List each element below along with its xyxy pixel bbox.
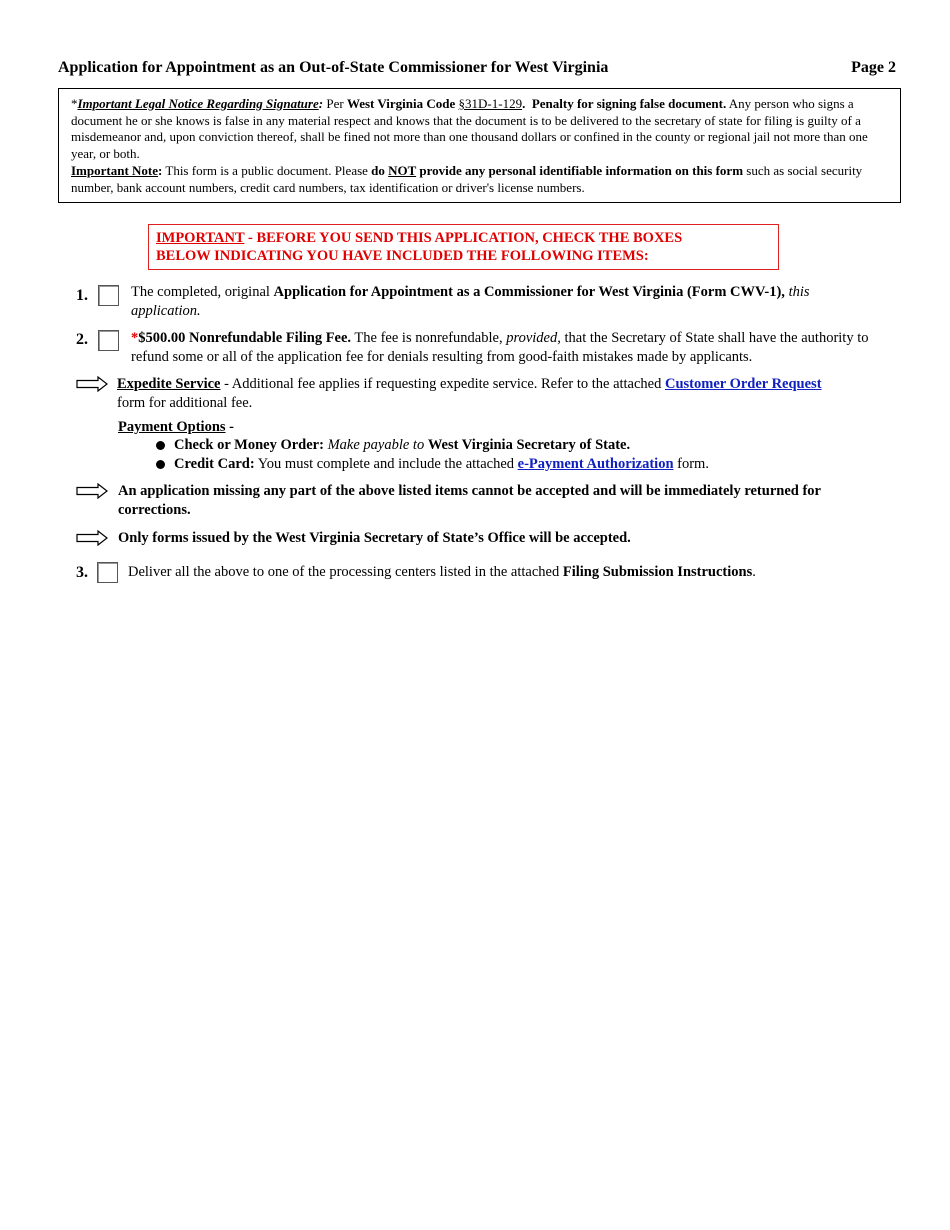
legal-body: Any person who signs a document he or she knows is false in any material respect and knows that the document is to be delivered to the secretary of state for filing is guilty of a misdemeanor and, upon conviction thereof, shall be fined not more than one thousand dollars or confined in the county or regional jail not more than one year, or both. bbox=[71, 96, 868, 161]
per-text: Per bbox=[323, 96, 347, 111]
item-1-number: 1. bbox=[76, 287, 88, 304]
penalty-text: Penalty for signing false document. bbox=[531, 96, 727, 111]
note-not: NOT bbox=[388, 163, 417, 178]
expedite-heading: Expedite Service bbox=[117, 376, 221, 392]
item-3-checkbox[interactable] bbox=[97, 562, 118, 583]
item-3-text: Deliver all the above to one of the processing centers listed in the attached Filing Submission Instructions. bbox=[128, 564, 756, 580]
e-payment-authorization-link[interactable]: e-Payment Authorization bbox=[517, 456, 674, 472]
important-line2: BELOW INDICATING YOU HAVE INCLUDED THE FOLLOWING ITEMS: bbox=[156, 248, 649, 264]
payment-options-list bbox=[156, 436, 709, 474]
legal-notice-box bbox=[58, 88, 901, 203]
item-1-text: The completed, original Application for Appointment as a Commissioner for West Virginia (Form CWV-1), this application. bbox=[131, 284, 810, 319]
important-line1: - BEFORE YOU SEND THIS APPLICATION, CHECK THE BOXES bbox=[244, 230, 683, 246]
page-title: Application for Appointment as an Out-of-State Commissioner for West Virginia bbox=[58, 59, 609, 76]
customer-order-request-link[interactable]: Customer Order Request bbox=[665, 376, 822, 392]
bullet-icon bbox=[156, 441, 165, 450]
note-do: do bbox=[371, 163, 389, 178]
note-bold: provide any personal identifiable information on this form bbox=[416, 163, 744, 178]
bullet-icon bbox=[156, 460, 165, 469]
page-number: Page 2 bbox=[851, 59, 896, 76]
code-name: West Virginia Code bbox=[346, 96, 456, 111]
legal-notice-paragraph: *Important Legal Notice Regarding Signature: Per West Virginia Code §31D-1-129. Penalty for signing false document. Any person who signs a document he or she knows is false in any material respect and knows that the document is to be delivered to the secretary of state for filing is guilty of a misdemeanor and, upon conviction thereof, shall be fined not more than one thousand dollars or confined in the county or regional jail not more than one year, or both. bbox=[71, 96, 868, 161]
expedite-service-text: Expedite Service - Additional fee applies if requesting expedite service. Refer to the attached Customer Order Request form for additional fee. bbox=[117, 376, 822, 411]
important-word: IMPORTANT bbox=[156, 230, 245, 246]
important-note-heading: Important Note bbox=[71, 163, 159, 178]
item-2-checkbox[interactable] bbox=[98, 330, 119, 351]
only-official-forms-note: Only forms issued by the West Virginia Secretary of State’s Office will be accepted. bbox=[118, 530, 631, 546]
list-item: Check or Money Order: Make payable to West Virginia Secretary of State. bbox=[156, 436, 709, 455]
important-instructions-box bbox=[148, 224, 779, 270]
note-text: This form is a public document. Please bbox=[162, 163, 372, 178]
payment-options-heading: Payment Options - bbox=[118, 419, 235, 435]
right-arrow-icon bbox=[76, 376, 108, 392]
right-arrow-icon bbox=[76, 483, 108, 499]
item-2-number: 2. bbox=[76, 331, 88, 348]
list-item: Credit Card: You must complete and include the attached e-Payment Authorization form. bbox=[156, 455, 709, 474]
asterisk: * bbox=[71, 96, 78, 111]
colon: : bbox=[318, 96, 324, 111]
note-post: such as social security number, bank account numbers, credit card numbers, tax identification or driver's license numbers. bbox=[71, 163, 863, 195]
right-arrow-icon bbox=[76, 530, 108, 546]
item-2-text: *$500.00 Nonrefundable Filing Fee. The fee is nonrefundable, provided, that the Secretary of State shall have the authority to refund some or all of the application fee for denials resulting from good-faith mistakes made by applicants. bbox=[131, 330, 869, 365]
important-note-paragraph: Important Note: This form is a public document. Please do NOT provide any personal identifiable information on this form such as social security number, bank account numbers, credit card numbers, tax identification or driver's license numbers. bbox=[71, 163, 863, 195]
missing-items-note: An application missing any part of the above listed items cannot be accepted and will be immediately returned for corrections. bbox=[118, 483, 821, 518]
item-3-number: 3. bbox=[76, 564, 88, 581]
code-reference-link[interactable]: §31D-1-129 bbox=[458, 96, 523, 111]
legal-notice-heading: Important Legal Notice Regarding Signature bbox=[77, 96, 319, 111]
item-1-checkbox[interactable] bbox=[98, 285, 119, 306]
